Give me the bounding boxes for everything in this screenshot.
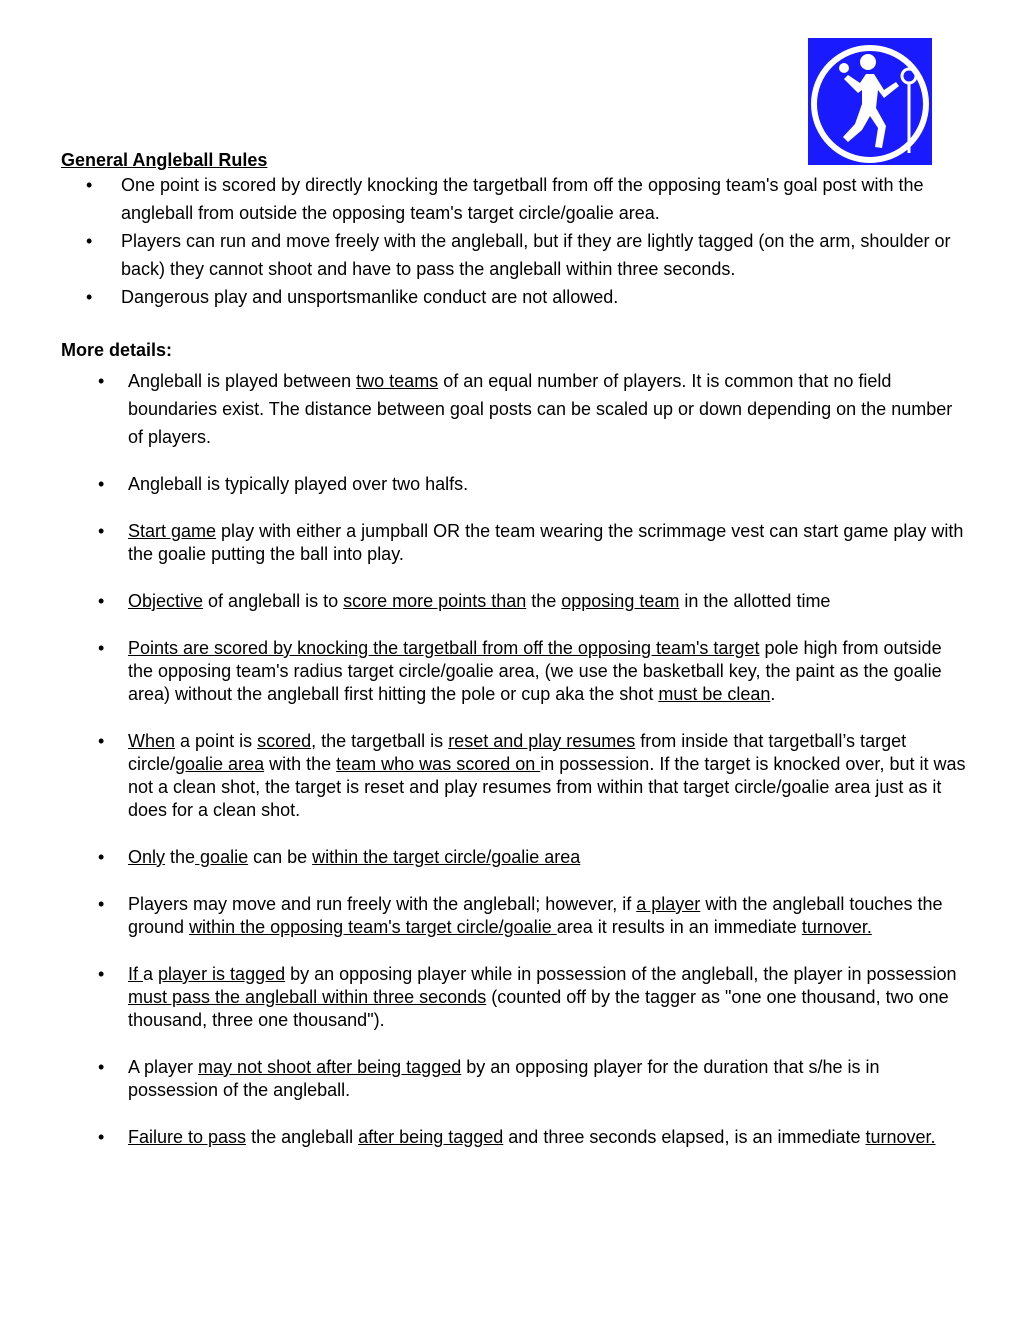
- underlined-text: turnover.: [801, 917, 872, 937]
- text-segment: by an opposing player while in possession of the angleball, the player in possession: [285, 964, 957, 984]
- text-segment: .: [770, 684, 776, 704]
- detail-item: [61, 963, 971, 1032]
- angleball-logo: [808, 38, 932, 165]
- text-segment: with the: [264, 754, 337, 774]
- text-segment: area it results in an immediate: [556, 917, 802, 937]
- more-details-heading: More details:: [61, 340, 173, 360]
- text-segment: A player: [128, 1057, 199, 1077]
- detail-item: [61, 637, 971, 706]
- underlined-text: a player: [636, 894, 701, 914]
- underlined-text: must pass the angleball within three seconds: [128, 987, 487, 1007]
- text-segment: play with either a jumpball OR the team wearing the scrimmage vest can start game play with the goalie putting the ball into play.: [128, 521, 964, 564]
- text-segment: Angleball is played between: [128, 371, 357, 391]
- text-segment: of an equal number of players. It is common that no field boundaries exist. The distance between goal posts can be scaled up or down depending on the number of players.: [128, 371, 953, 447]
- underlined-text: reset and play resumes: [448, 731, 636, 751]
- text-segment: from inside that targetball’s target circle/: [128, 731, 907, 774]
- general-rules-list: [61, 171, 971, 311]
- underlined-text: turnover.: [865, 1127, 936, 1147]
- list-item: • Players can run and move freely with the angleball, but if they are lightly tagged (on the arm, shoulder or back) they cannot shoot and have to pass the angleball within three seconds.: [61, 227, 971, 283]
- text-segment: in the allotted time: [679, 591, 831, 611]
- text-segment: (counted off by the tagger as "one one thousand, two one thousand, three one thousand").: [128, 987, 949, 1030]
- detail-item: [61, 1126, 971, 1149]
- underlined-text: Objective: [128, 591, 204, 611]
- detail-item: [61, 730, 971, 822]
- detail-item: [61, 520, 971, 566]
- detail-item: [61, 473, 971, 496]
- text-segment: Players may move and run freely with the angleball; however, if: [128, 894, 637, 914]
- text-segment: a: [143, 964, 159, 984]
- underlined-text: Only: [128, 847, 166, 867]
- underlined-text: When: [128, 731, 176, 751]
- detail-item: [61, 1056, 971, 1102]
- underlined-text: after being tagged: [358, 1127, 504, 1147]
- rules-document: [61, 149, 971, 1173]
- text-segment: of angleball is to: [203, 591, 344, 611]
- list-item: • Dangerous play and unsportsmanlike conduct are not allowed.: [61, 283, 971, 311]
- text-segment: pole high from outside the opposing team's radius target circle/goalie area, (we use the basketball key, the paint as the goalie area) without the angleball first hitting the pole or cup aka the shot: [128, 638, 942, 704]
- text-segment: a point is: [175, 731, 258, 751]
- text-segment: can be: [248, 847, 313, 867]
- text-segment: the angleball: [246, 1127, 359, 1147]
- underlined-text: If: [128, 964, 144, 984]
- underlined-text: team who was scored on: [336, 754, 541, 774]
- underlined-text: goalie area: [175, 754, 265, 774]
- underlined-text: within the opposing team's target circle/goalie: [189, 917, 557, 937]
- underlined-text: may not shoot after being tagged: [198, 1057, 462, 1077]
- text-segment: the: [165, 847, 196, 867]
- text-segment: the: [526, 591, 562, 611]
- general-rules-heading: General Angleball Rules: [61, 150, 268, 170]
- text-segment: by an opposing player for the duration that s/he is in possession of the angleball.: [128, 1057, 880, 1100]
- underlined-text: player is tagged: [158, 964, 286, 984]
- player-shooting-icon: [808, 38, 932, 165]
- text-segment: Angleball is typically played over two halfs.: [128, 474, 469, 494]
- underlined-text: goalie: [195, 847, 249, 867]
- underlined-text: Start game: [128, 521, 217, 541]
- text-segment: , the targetball is: [311, 731, 449, 751]
- text-segment: in possession. If the target is knocked over, but it was not a clean shot, the target is reset and play resumes from within that target circle/goalie area just as it does for a clean shot.: [128, 754, 966, 820]
- text-segment: and three seconds elapsed, is an immediate: [503, 1127, 866, 1147]
- text-segment: with the angleball touches the ground: [128, 894, 943, 937]
- underlined-text: two teams: [356, 371, 439, 391]
- underlined-text: within the target circle/goalie area: [312, 847, 581, 867]
- underlined-text: score more points than: [343, 591, 527, 611]
- detail-item: [61, 846, 971, 869]
- detail-item: [61, 590, 971, 613]
- underlined-text: Failure to pass: [128, 1127, 247, 1147]
- underlined-text: opposing team: [561, 591, 680, 611]
- underlined-text: Points are scored by knocking the targetball from off the opposing team's target: [128, 638, 760, 658]
- underlined-text: must be clean: [658, 684, 771, 704]
- list-item: • One point is scored by directly knocking the targetball from off the opposing team's goal post with the angleball from outside the opposing team's target circle/goalie area.: [61, 171, 971, 227]
- underlined-text: scored: [257, 731, 312, 751]
- details-list: [61, 367, 971, 1149]
- detail-item: [61, 893, 971, 939]
- detail-item: [61, 367, 971, 451]
